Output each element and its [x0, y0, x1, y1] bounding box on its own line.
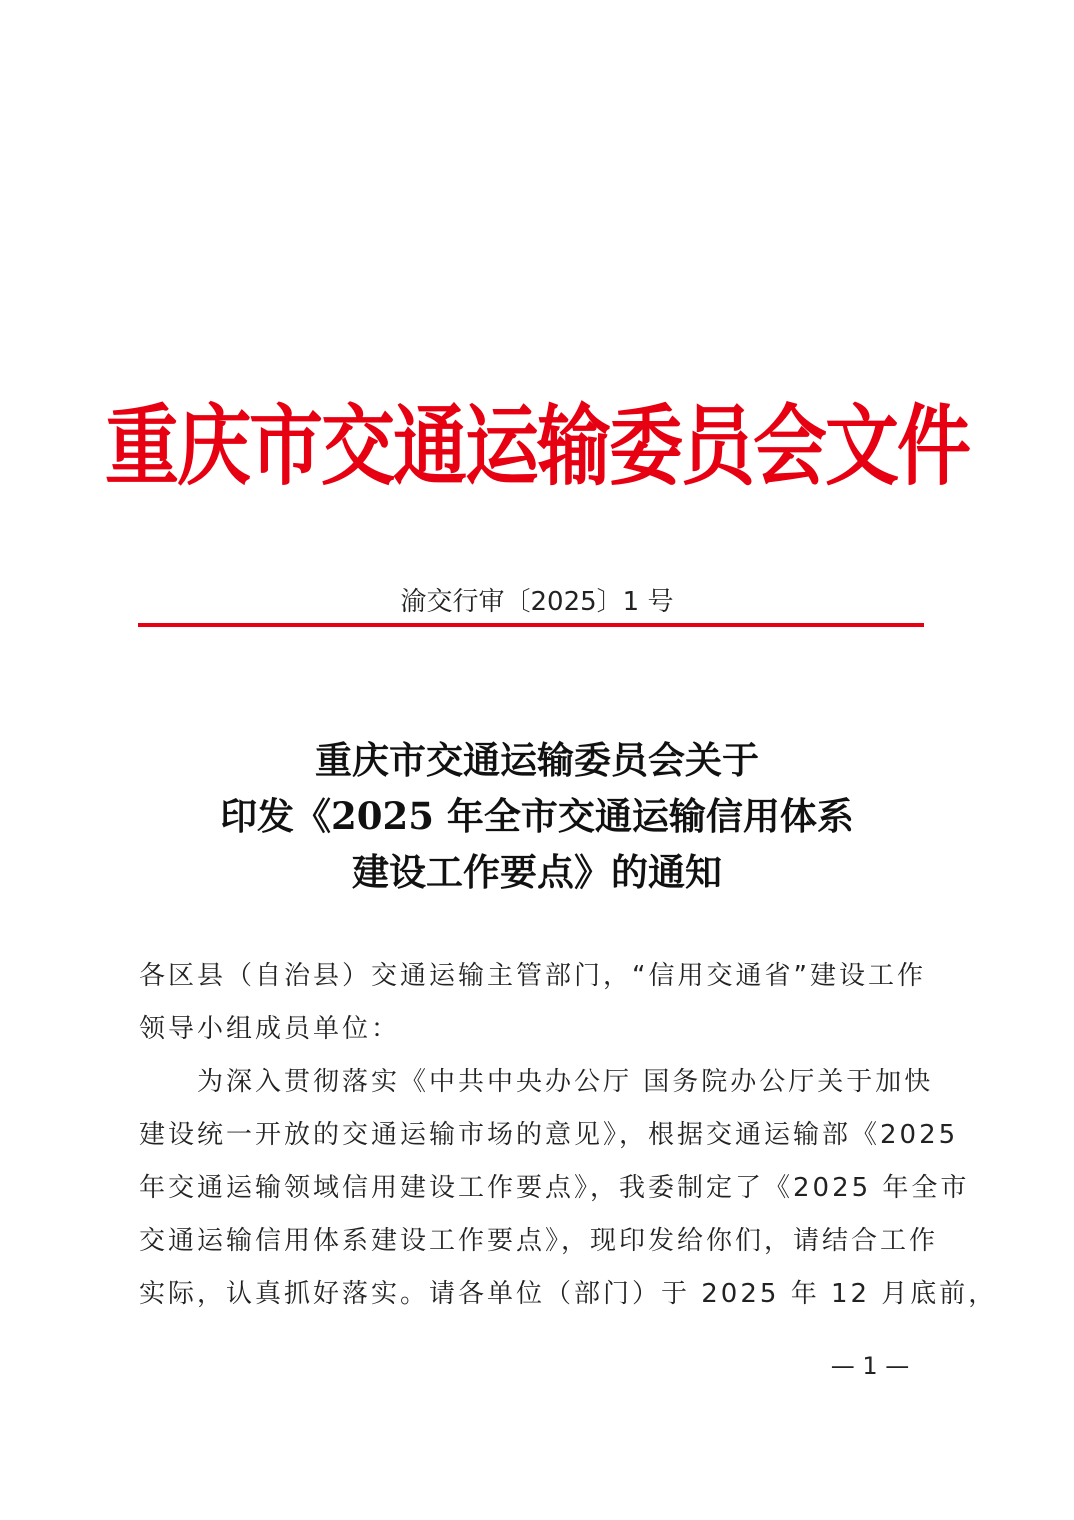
body-line: 建设统一开放的交通运输市场的意见》，根据交通运输部《2025: [139, 1120, 959, 1150]
body-line: 为深入贯彻落实《中共中央办公厅 国务院办公厅关于加快: [139, 1067, 934, 1097]
body-line: 各区县（自治县）交通运输主管部门，“信用交通省”建设工作: [139, 961, 926, 991]
body-line: 实际，认真抓好落实。请各单位（部门）于 2025 年 12 月底前，: [139, 1279, 998, 1309]
notice-title: [0, 732, 1074, 900]
notice-title-line-2: 印发《2025 年全市交通运输信用体系: [220, 794, 854, 838]
body-text: [139, 950, 998, 1321]
page-number: — 1 —: [830, 1352, 910, 1380]
document-number: 渝交行审〔2025〕1 号: [400, 587, 674, 617]
body-line: 领导小组成员单位：: [139, 1014, 401, 1044]
notice-title-line-3: 建设工作要点》的通知: [352, 850, 722, 894]
masthead-title: 重庆市交通运输委员会文件: [105, 396, 969, 498]
body-line: 年交通运输领域信用建设工作要点》，我委制定了《2025 年全市: [139, 1173, 970, 1203]
red-divider-line: [138, 623, 924, 627]
notice-title-line-1: 重庆市交通运输委员会关于: [315, 738, 759, 782]
body-line: 交通运输信用体系建设工作要点》，现印发给你们，请结合工作: [139, 1226, 939, 1256]
